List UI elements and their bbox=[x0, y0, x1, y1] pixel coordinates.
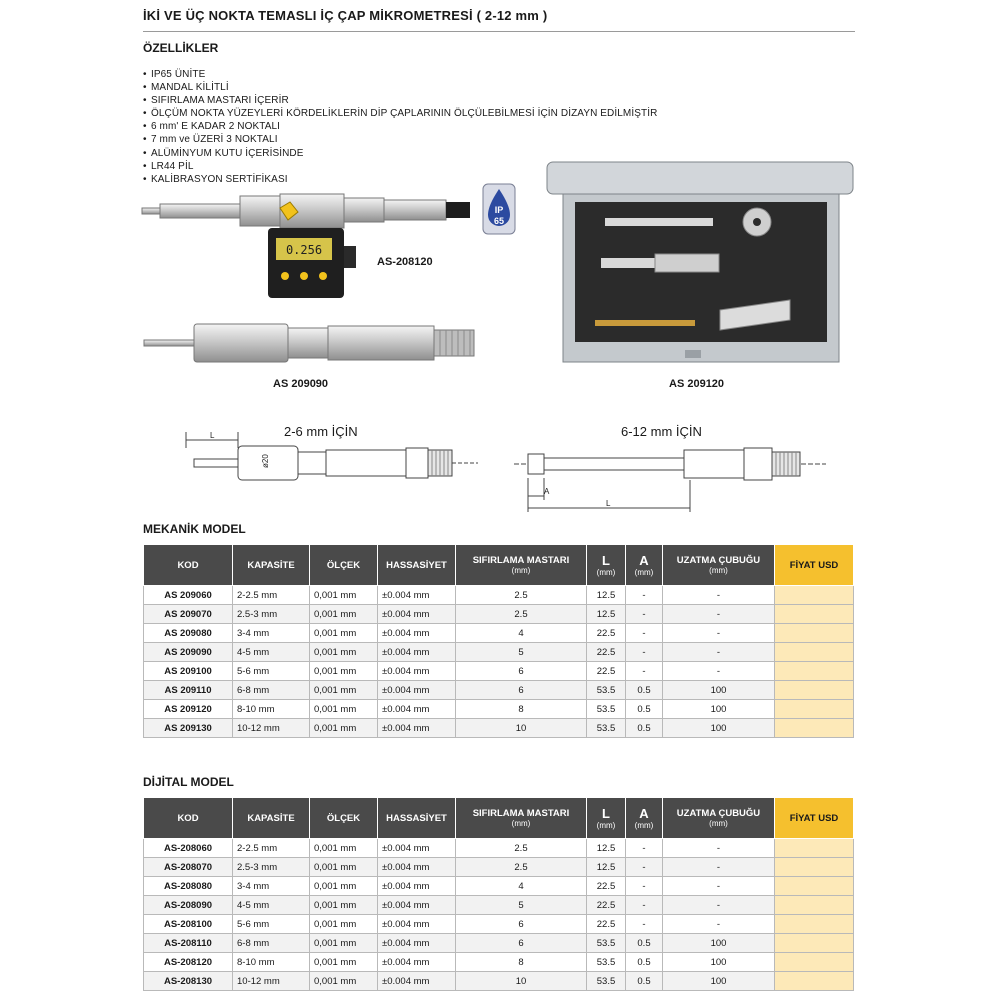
cell-hassasiyet: ±0.004 mm bbox=[378, 605, 456, 624]
cell-olcek: 0,001 mm bbox=[310, 624, 378, 643]
dim-l-label: L bbox=[210, 431, 215, 440]
cell-mastar: 10 bbox=[456, 719, 587, 738]
cell-fiyat bbox=[775, 934, 854, 953]
diagram-large bbox=[510, 440, 830, 520]
cell-kod: AS 209090 bbox=[144, 643, 233, 662]
cell-fiyat bbox=[775, 839, 854, 858]
cell-fiyat bbox=[775, 972, 854, 991]
cell-hassasiyet: ±0.004 mm bbox=[378, 972, 456, 991]
diagram-large-title: 6-12 mm İÇİN bbox=[621, 424, 702, 439]
cell-mastar: 2.5 bbox=[456, 839, 587, 858]
cell-l: 12.5 bbox=[587, 839, 626, 858]
cell-mastar: 10 bbox=[456, 972, 587, 991]
cell-uzatma: - bbox=[663, 643, 775, 662]
cell-hassasiyet: ±0.004 mm bbox=[378, 719, 456, 738]
header-kapasite: KAPASİTE bbox=[233, 545, 310, 586]
cell-hassasiyet: ±0.004 mm bbox=[378, 586, 456, 605]
table-row bbox=[144, 915, 854, 934]
cell-fiyat bbox=[775, 877, 854, 896]
title-divider bbox=[143, 31, 855, 32]
cell-mastar: 6 bbox=[456, 915, 587, 934]
features-heading: ÖZELLİKLER bbox=[143, 41, 219, 55]
dim-l2-label: L bbox=[606, 499, 611, 508]
header-kod: KOD bbox=[144, 545, 233, 586]
caption-digital: AS-208120 bbox=[377, 256, 433, 268]
cell-hassasiyet: ±0.004 mm bbox=[378, 643, 456, 662]
table-row bbox=[144, 877, 854, 896]
cell-kod: AS-208120 bbox=[144, 953, 233, 972]
cell-kod: AS-208130 bbox=[144, 972, 233, 991]
header-fiyat: FİYAT USD bbox=[775, 545, 854, 586]
cell-olcek: 0,001 mm bbox=[310, 605, 378, 624]
cell-l: 22.5 bbox=[587, 662, 626, 681]
table-row bbox=[144, 858, 854, 877]
cell-uzatma: - bbox=[663, 896, 775, 915]
cell-hassasiyet: ±0.004 mm bbox=[378, 839, 456, 858]
cell-mastar: 2.5 bbox=[456, 605, 587, 624]
cell-mastar: 4 bbox=[456, 624, 587, 643]
table-row bbox=[144, 719, 854, 738]
cell-mastar: 2.5 bbox=[456, 858, 587, 877]
cell-kod: AS-208060 bbox=[144, 839, 233, 858]
cell-kod: AS 209080 bbox=[144, 624, 233, 643]
cell-a: - bbox=[626, 624, 663, 643]
cell-olcek: 0,001 mm bbox=[310, 662, 378, 681]
header-kapasite: KAPASİTE bbox=[233, 798, 310, 839]
cell-olcek: 0,001 mm bbox=[310, 934, 378, 953]
cell-hassasiyet: ±0.004 mm bbox=[378, 877, 456, 896]
cell-hassasiyet: ±0.004 mm bbox=[378, 915, 456, 934]
page-title: İKİ VE ÜÇ NOKTA TEMASLI İÇ ÇAP MİKROMETRESİ ( 2-12 mm ) bbox=[143, 8, 548, 23]
cell-kod: AS-208110 bbox=[144, 934, 233, 953]
cell-uzatma: - bbox=[663, 586, 775, 605]
cell-fiyat bbox=[775, 681, 854, 700]
feature-item: • ÖLÇÜM NOKTA YÜZEYLERİ KÖRDELİKLERİN DİP ÇAPLARININ ÖLÇÜLEBİLMESİ İÇİN DİZAYN EDİLMİŞTİR bbox=[143, 107, 657, 120]
cell-kod: AS-208100 bbox=[144, 915, 233, 934]
cell-mastar: 4 bbox=[456, 877, 587, 896]
header-l: L (mm) bbox=[587, 545, 626, 586]
cell-uzatma: 100 bbox=[663, 681, 775, 700]
feature-item: • LR44 PİL bbox=[143, 160, 657, 173]
svg-text:IP: IP bbox=[494, 205, 504, 215]
table-row bbox=[144, 839, 854, 858]
cell-kod: AS-208080 bbox=[144, 877, 233, 896]
cell-hassasiyet: ±0.004 mm bbox=[378, 896, 456, 915]
cell-uzatma: - bbox=[663, 624, 775, 643]
header-olcek: ÖLÇEK bbox=[310, 798, 378, 839]
cell-kod: AS 209100 bbox=[144, 662, 233, 681]
svg-text:65: 65 bbox=[493, 216, 505, 226]
cell-kod: AS 209060 bbox=[144, 586, 233, 605]
table-row bbox=[144, 662, 854, 681]
caption-mechanical: AS 209090 bbox=[273, 378, 329, 390]
cell-hassasiyet: ±0.004 mm bbox=[378, 624, 456, 643]
cell-hassasiyet: ±0.004 mm bbox=[378, 662, 456, 681]
table-row bbox=[144, 972, 854, 991]
cell-mastar: 5 bbox=[456, 896, 587, 915]
cell-fiyat bbox=[775, 643, 854, 662]
digital-heading: DİJİTAL MODEL bbox=[143, 775, 234, 789]
cell-l: 22.5 bbox=[587, 896, 626, 915]
cell-kod: AS 209070 bbox=[144, 605, 233, 624]
cell-mastar: 8 bbox=[456, 700, 587, 719]
cell-l: 22.5 bbox=[587, 915, 626, 934]
cell-l: 22.5 bbox=[587, 877, 626, 896]
cell-a: 0.5 bbox=[626, 953, 663, 972]
cell-olcek: 0,001 mm bbox=[310, 700, 378, 719]
cell-a: - bbox=[626, 915, 663, 934]
cell-fiyat bbox=[775, 896, 854, 915]
cell-hassasiyet: ±0.004 mm bbox=[378, 934, 456, 953]
cell-a: - bbox=[626, 896, 663, 915]
cell-hassasiyet: ±0.004 mm bbox=[378, 700, 456, 719]
header-uzatma: UZATMA ÇUBUĞU (mm) bbox=[663, 798, 775, 839]
cell-olcek: 0,001 mm bbox=[310, 586, 378, 605]
cell-mastar: 8 bbox=[456, 953, 587, 972]
cell-a: 0.5 bbox=[626, 934, 663, 953]
cell-l: 12.5 bbox=[587, 586, 626, 605]
cell-kapasite: 3-4 mm bbox=[233, 877, 310, 896]
header-olcek: ÖLÇEK bbox=[310, 545, 378, 586]
cell-l: 53.5 bbox=[587, 972, 626, 991]
lcd-reading: 0.256 bbox=[285, 243, 323, 257]
cell-olcek: 0,001 mm bbox=[310, 839, 378, 858]
cell-fiyat bbox=[775, 915, 854, 934]
table-row bbox=[144, 586, 854, 605]
cell-a: - bbox=[626, 662, 663, 681]
cell-a: 0.5 bbox=[626, 719, 663, 738]
digital-micrometer-image bbox=[140, 190, 480, 300]
cell-kapasite: 8-10 mm bbox=[233, 953, 310, 972]
table-row bbox=[144, 624, 854, 643]
cell-uzatma: - bbox=[663, 605, 775, 624]
cell-l: 53.5 bbox=[587, 953, 626, 972]
header-kod: KOD bbox=[144, 798, 233, 839]
cell-l: 22.5 bbox=[587, 643, 626, 662]
table-row bbox=[144, 896, 854, 915]
header-hassasiyet: HASSASİYET bbox=[378, 798, 456, 839]
cell-olcek: 0,001 mm bbox=[310, 877, 378, 896]
table-row bbox=[144, 700, 854, 719]
feature-item: • ALÜMİNYUM KUTU İÇERİSİNDE bbox=[143, 147, 657, 160]
cell-fiyat bbox=[775, 605, 854, 624]
cell-kapasite: 8-10 mm bbox=[233, 700, 310, 719]
cell-uzatma: 100 bbox=[663, 972, 775, 991]
cell-olcek: 0,001 mm bbox=[310, 643, 378, 662]
cell-olcek: 0,001 mm bbox=[310, 719, 378, 738]
cell-olcek: 0,001 mm bbox=[310, 953, 378, 972]
diagram-small-title: 2-6 mm İÇİN bbox=[284, 424, 358, 439]
header-mastar: SIFIRLAMA MASTARI (mm) bbox=[456, 545, 587, 586]
cell-fiyat bbox=[775, 662, 854, 681]
cell-olcek: 0,001 mm bbox=[310, 681, 378, 700]
cell-l: 22.5 bbox=[587, 624, 626, 643]
cell-uzatma: 100 bbox=[663, 719, 775, 738]
header-hassasiyet: HASSASİYET bbox=[378, 545, 456, 586]
feature-item: • 7 mm ve ÜZERİ 3 NOKTALI bbox=[143, 133, 657, 146]
header-a: A (mm) bbox=[626, 545, 663, 586]
cell-mastar: 6 bbox=[456, 662, 587, 681]
digital-table bbox=[143, 797, 854, 991]
mechanical-heading: MEKANİK MODEL bbox=[143, 522, 246, 536]
cell-l: 53.5 bbox=[587, 934, 626, 953]
header-l: L (mm) bbox=[587, 798, 626, 839]
table-row bbox=[144, 934, 854, 953]
header-a: A (mm) bbox=[626, 798, 663, 839]
cell-hassasiyet: ±0.004 mm bbox=[378, 953, 456, 972]
cell-uzatma: - bbox=[663, 662, 775, 681]
cell-mastar: 5 bbox=[456, 643, 587, 662]
cell-olcek: 0,001 mm bbox=[310, 972, 378, 991]
table-row bbox=[144, 605, 854, 624]
cell-kapasite: 3-4 mm bbox=[233, 624, 310, 643]
cell-fiyat bbox=[775, 586, 854, 605]
cell-l: 12.5 bbox=[587, 858, 626, 877]
cell-fiyat bbox=[775, 624, 854, 643]
cell-kapasite: 2.5-3 mm bbox=[233, 858, 310, 877]
cell-kapasite: 5-6 mm bbox=[233, 662, 310, 681]
cell-olcek: 0,001 mm bbox=[310, 915, 378, 934]
dim-d-label: ø20 bbox=[261, 454, 270, 468]
cell-kod: AS-208090 bbox=[144, 896, 233, 915]
cell-l: 53.5 bbox=[587, 719, 626, 738]
cell-kapasite: 10-12 mm bbox=[233, 719, 310, 738]
cell-kod: AS-208070 bbox=[144, 858, 233, 877]
cell-uzatma: 100 bbox=[663, 953, 775, 972]
cell-fiyat bbox=[775, 700, 854, 719]
cell-a: 0.5 bbox=[626, 972, 663, 991]
mechanical-table bbox=[143, 544, 854, 738]
cell-uzatma: - bbox=[663, 839, 775, 858]
feature-item: • KALİBRASYON SERTİFİKASI bbox=[143, 173, 657, 186]
cell-kod: AS 209130 bbox=[144, 719, 233, 738]
cell-kod: AS 209120 bbox=[144, 700, 233, 719]
cell-hassasiyet: ±0.004 mm bbox=[378, 681, 456, 700]
cell-a: - bbox=[626, 586, 663, 605]
header-mastar: SIFIRLAMA MASTARI (mm) bbox=[456, 798, 587, 839]
cell-a: - bbox=[626, 858, 663, 877]
cell-kapasite: 2-2.5 mm bbox=[233, 839, 310, 858]
table-header-row bbox=[144, 798, 854, 839]
cell-kapasite: 2.5-3 mm bbox=[233, 605, 310, 624]
diagram-small bbox=[180, 428, 480, 500]
cell-kapasite: 6-8 mm bbox=[233, 934, 310, 953]
ip65-badge-icon bbox=[482, 183, 516, 235]
header-fiyat: FİYAT USD bbox=[775, 798, 854, 839]
feature-item: • 6 mm' E KADAR 2 NOKTALI bbox=[143, 120, 657, 133]
cell-fiyat bbox=[775, 858, 854, 877]
cell-l: 12.5 bbox=[587, 605, 626, 624]
cell-uzatma: 100 bbox=[663, 934, 775, 953]
caption-case: AS 209120 bbox=[669, 378, 725, 390]
dim-a-label: A bbox=[544, 487, 550, 496]
cell-mastar: 2.5 bbox=[456, 586, 587, 605]
cell-kapasite: 2-2.5 mm bbox=[233, 586, 310, 605]
cell-a: - bbox=[626, 605, 663, 624]
cell-uzatma: - bbox=[663, 858, 775, 877]
cell-olcek: 0,001 mm bbox=[310, 896, 378, 915]
table-header-row bbox=[144, 545, 854, 586]
feature-item: • MANDAL KİLİTLİ bbox=[143, 81, 657, 94]
cell-uzatma: - bbox=[663, 877, 775, 896]
cell-a: 0.5 bbox=[626, 681, 663, 700]
case-image bbox=[545, 160, 855, 365]
cell-kod: AS 209110 bbox=[144, 681, 233, 700]
cell-mastar: 6 bbox=[456, 681, 587, 700]
cell-a: - bbox=[626, 839, 663, 858]
header-uzatma: UZATMA ÇUBUĞU (mm) bbox=[663, 545, 775, 586]
cell-kapasite: 4-5 mm bbox=[233, 643, 310, 662]
cell-uzatma: - bbox=[663, 915, 775, 934]
cell-olcek: 0,001 mm bbox=[310, 858, 378, 877]
cell-a: - bbox=[626, 877, 663, 896]
cell-l: 53.5 bbox=[587, 681, 626, 700]
cell-a: - bbox=[626, 643, 663, 662]
table-row bbox=[144, 643, 854, 662]
feature-item: • SIFIRLAMA MASTARI İÇERİR bbox=[143, 94, 657, 107]
cell-uzatma: 100 bbox=[663, 700, 775, 719]
cell-fiyat bbox=[775, 953, 854, 972]
cell-a: 0.5 bbox=[626, 700, 663, 719]
cell-kapasite: 4-5 mm bbox=[233, 896, 310, 915]
feature-item: • IP65 ÜNİTE bbox=[143, 68, 657, 81]
table-row bbox=[144, 681, 854, 700]
cell-kapasite: 6-8 mm bbox=[233, 681, 310, 700]
cell-mastar: 6 bbox=[456, 934, 587, 953]
table-row bbox=[144, 953, 854, 972]
cell-hassasiyet: ±0.004 mm bbox=[378, 858, 456, 877]
mechanical-micrometer-image bbox=[140, 318, 480, 368]
cell-l: 53.5 bbox=[587, 700, 626, 719]
cell-fiyat bbox=[775, 719, 854, 738]
cell-kapasite: 10-12 mm bbox=[233, 972, 310, 991]
cell-kapasite: 5-6 mm bbox=[233, 915, 310, 934]
